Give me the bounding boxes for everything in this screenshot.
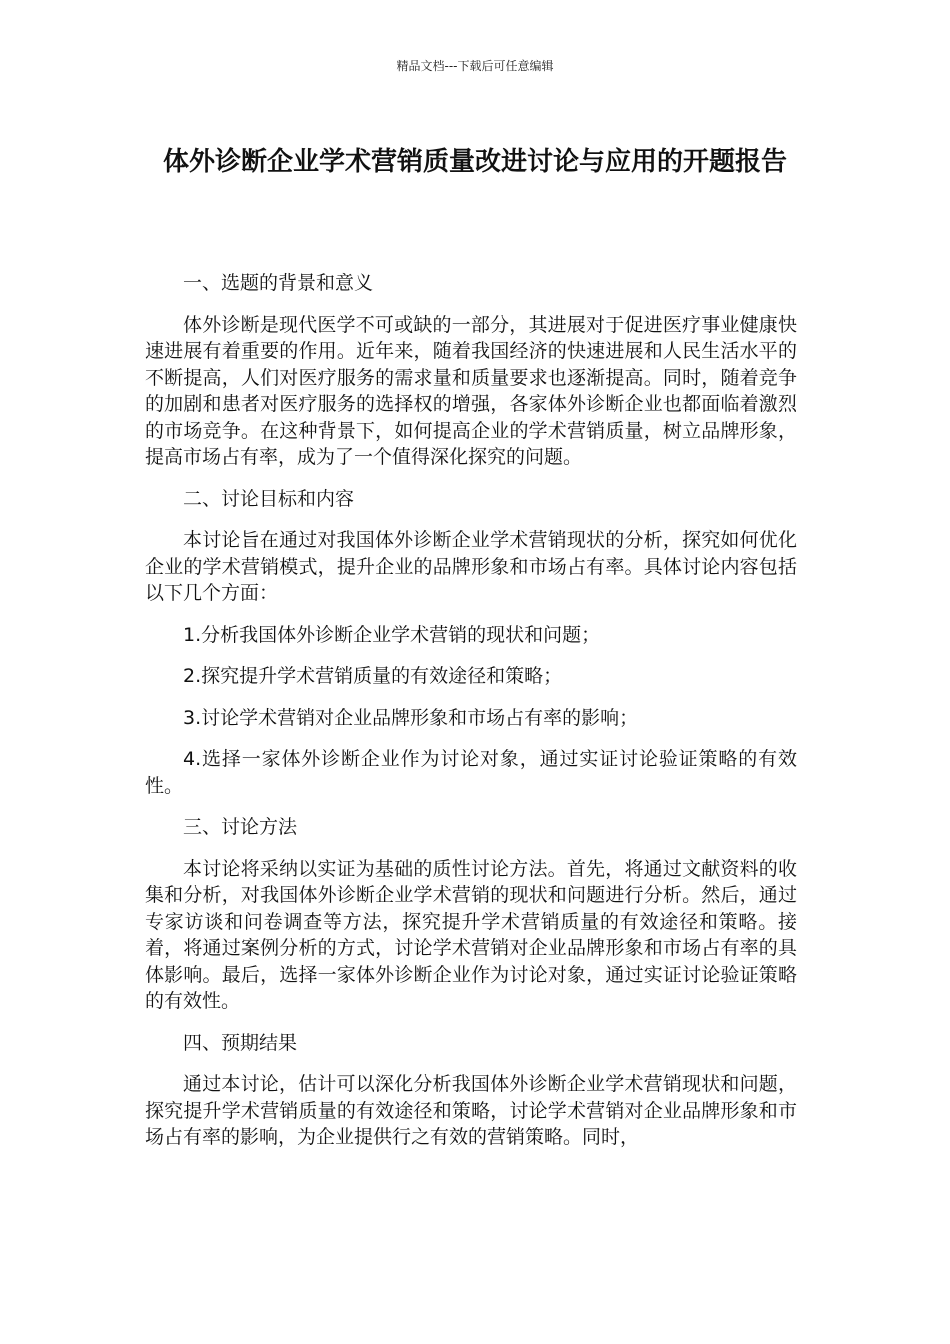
paragraph-background: 体外诊断是现代医学不可或缺的一部分，其进展对于促进医疗事业健康快速进展有着重要的作用。近年来，随着我国经济的快速进展和人民生活水平的不断提高，人们对医疗服务的需求量和质量要求也逐渐提高。同时，随着竞争的加剧和患者对医疗服务的选择权的增强，各家体外诊断企业也都面临着激烈的市场竞争。在这种背景下，如何提高企业的学术营销质量，树立品牌形象，提高市场占有率，成为了一个值得深化探究的问题。 — [145, 313, 797, 468]
document-title: 体外诊断企业学术营销质量改进讨论与应用的开题报告 — [162, 147, 787, 177]
section-heading-goals: 二、讨论目标和内容 — [183, 487, 355, 510]
paragraph-goals: 本讨论旨在通过对我国体外诊断企业学术营销现状的分析，探究如何优化企业的学术营销模式，提升企业的品牌形象和市场占有率。具体讨论内容包括以下几个方面： — [145, 529, 797, 604]
section-heading-methods: 三、讨论方法 — [183, 816, 298, 838]
paragraph-methods: 本讨论将采纳以实证为基础的质性讨论方法。首先，将通过文献资料的收集和分析，对我国体外诊断企业学术营销的现状和问题进行分析。然后，通过专家访谈和问卷调查等方法，探究提升学术营销质量的有效途径和策略。接着，将通过案例分析的方式，讨论学术营销对企业品牌形象和市场占有率的具体影响。最后，选择一家体外诊断企业作为讨论对象，通过实证讨论验证策略的有效性。 — [145, 857, 797, 1012]
list-item-4: 4.选择一家体外诊断企业作为讨论对象，通过实证讨论验证策略的有效性。 — [145, 748, 797, 797]
paragraph-results: 通过本讨论，估计可以深化分析我国体外诊断企业学术营销现状和问题，探究提升学术营销质量的有效途径和策略，讨论学术营销对企业品牌形象和市场占有率的影响，为企业提供行之有效的营销策略。同时， — [145, 1073, 797, 1148]
page-header: 精品文档---下载后可任意编辑 — [396, 59, 554, 73]
list-item-1: 1.分析我国体外诊断企业学术营销的现状和问题； — [183, 623, 601, 646]
list-item-3: 3.讨论学术营销对企业品牌形象和市场占有率的影响； — [183, 706, 639, 729]
document-body — [145, 270, 797, 1166]
section-heading-background: 一、选题的背景和意义 — [183, 272, 374, 294]
list-item-2: 2.探究提升学术营销质量的有效途径和策略； — [183, 665, 563, 687]
section-heading-results: 四、预期结果 — [183, 1031, 298, 1054]
